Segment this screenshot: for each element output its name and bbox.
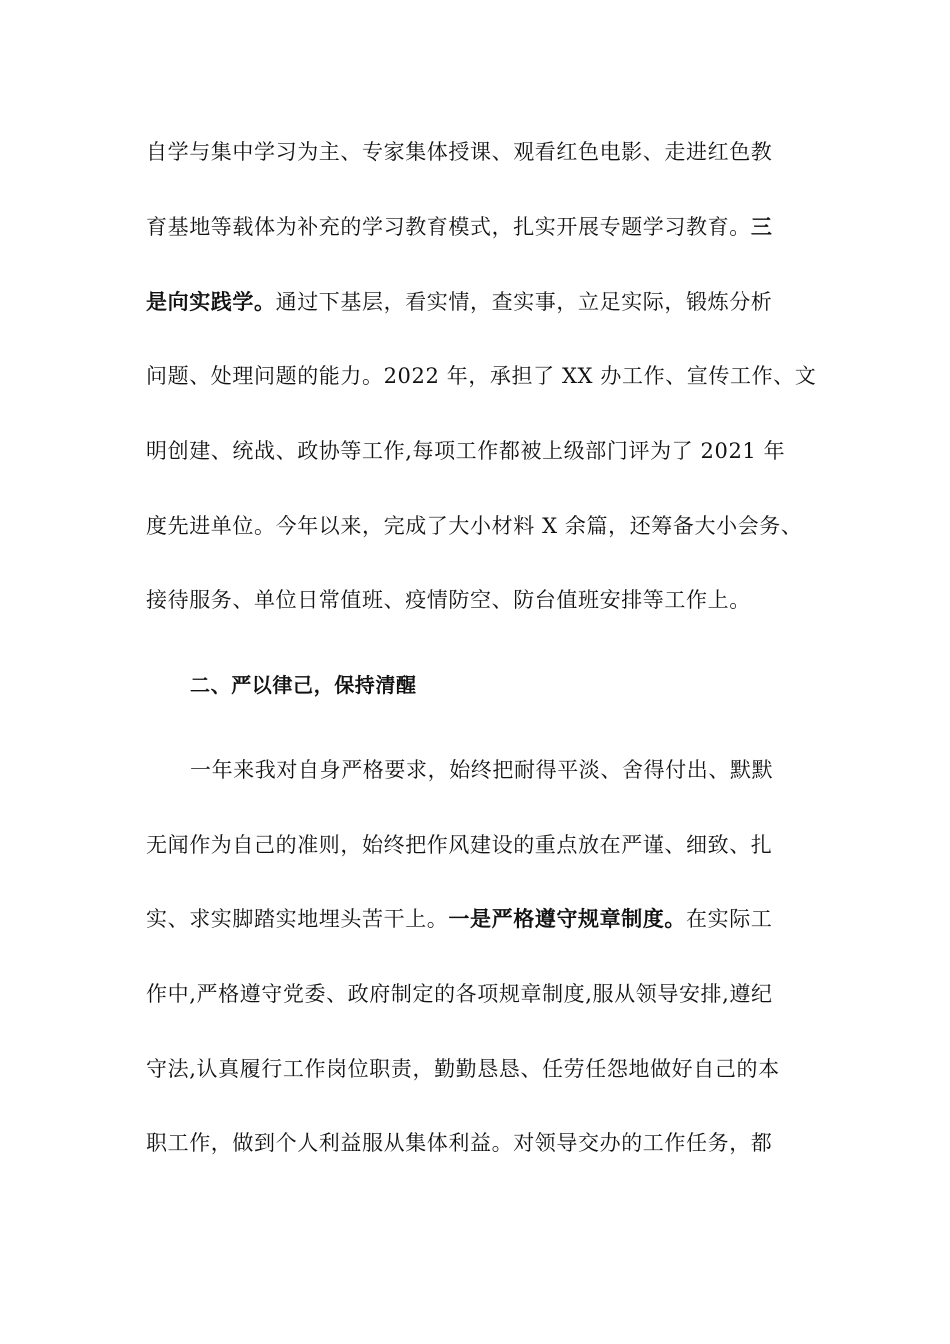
paragraph-line xyxy=(190,750,870,790)
text-run: 度先进单位。今年以来，完成了大小材料 X 余篇，还筹备大小会务、 xyxy=(146,514,803,538)
bold-text-run: 是向实践学。 xyxy=(146,289,276,314)
paragraph-line xyxy=(146,282,826,322)
bold-text-run: 三 xyxy=(750,214,773,239)
paragraph-line xyxy=(146,899,826,939)
text-run: 育基地等载体为补充的学习教育模式，扎实开展专题学习教育。 xyxy=(146,215,751,239)
text-run: 职工作，做到个人利益服从集体利益。对领导交办的工作任务，都 xyxy=(146,1131,773,1155)
paragraph-line xyxy=(146,825,826,865)
bold-text-run: 一是严格遵守规章制度。 xyxy=(448,906,687,931)
paragraph-line xyxy=(146,580,826,620)
paragraph-line xyxy=(146,356,826,396)
text-run: 守法,认真履行工作岗位职责，勤勤恳恳、任劳任怨地做好自己的本 xyxy=(146,1057,780,1081)
section-heading-text: 二、严以律己，保持清醒 xyxy=(190,673,417,697)
text-run: 接待服务、单位日常值班、疫情防空、防台值班安排等工作上。 xyxy=(146,588,751,612)
paragraph-line xyxy=(146,132,826,172)
text-run: 在实际工 xyxy=(686,907,773,931)
paragraph-line xyxy=(146,1049,826,1089)
text-run: 无闻作为自己的准则，始终把作风建设的重点放在严谨、细致、扎 xyxy=(146,833,773,857)
paragraph-line xyxy=(146,506,826,546)
text-run: 自学与集中学习为主、专家集体授课、观看红色电影、走进红色教 xyxy=(146,140,773,164)
paragraph-line xyxy=(146,207,826,247)
paragraph-line xyxy=(146,1123,826,1163)
paragraph-line xyxy=(146,974,826,1014)
section-heading xyxy=(190,665,870,705)
text-run: 问题、处理问题的能力。2022 年，承担了 XX 办工作、宣传工作、文 xyxy=(146,364,817,388)
text-run: 明创建、统战、政协等工作,每项工作都被上级部门评为了 2021 年 xyxy=(146,439,786,463)
paragraph-line xyxy=(146,431,826,471)
text-run: 实、求实脚踏实地埋头苦干上。 xyxy=(146,907,449,931)
text-run: 作中,严格遵守党委、政府制定的各项规章制度,服从领导安排,遵纪 xyxy=(146,982,773,1006)
text-run: 通过下基层，看实情，查实事，立足实际，锻炼分析 xyxy=(275,290,773,314)
text-run: 一年来我对自身严格要求，始终把耐得平淡、舍得付出、默默 xyxy=(190,758,774,782)
